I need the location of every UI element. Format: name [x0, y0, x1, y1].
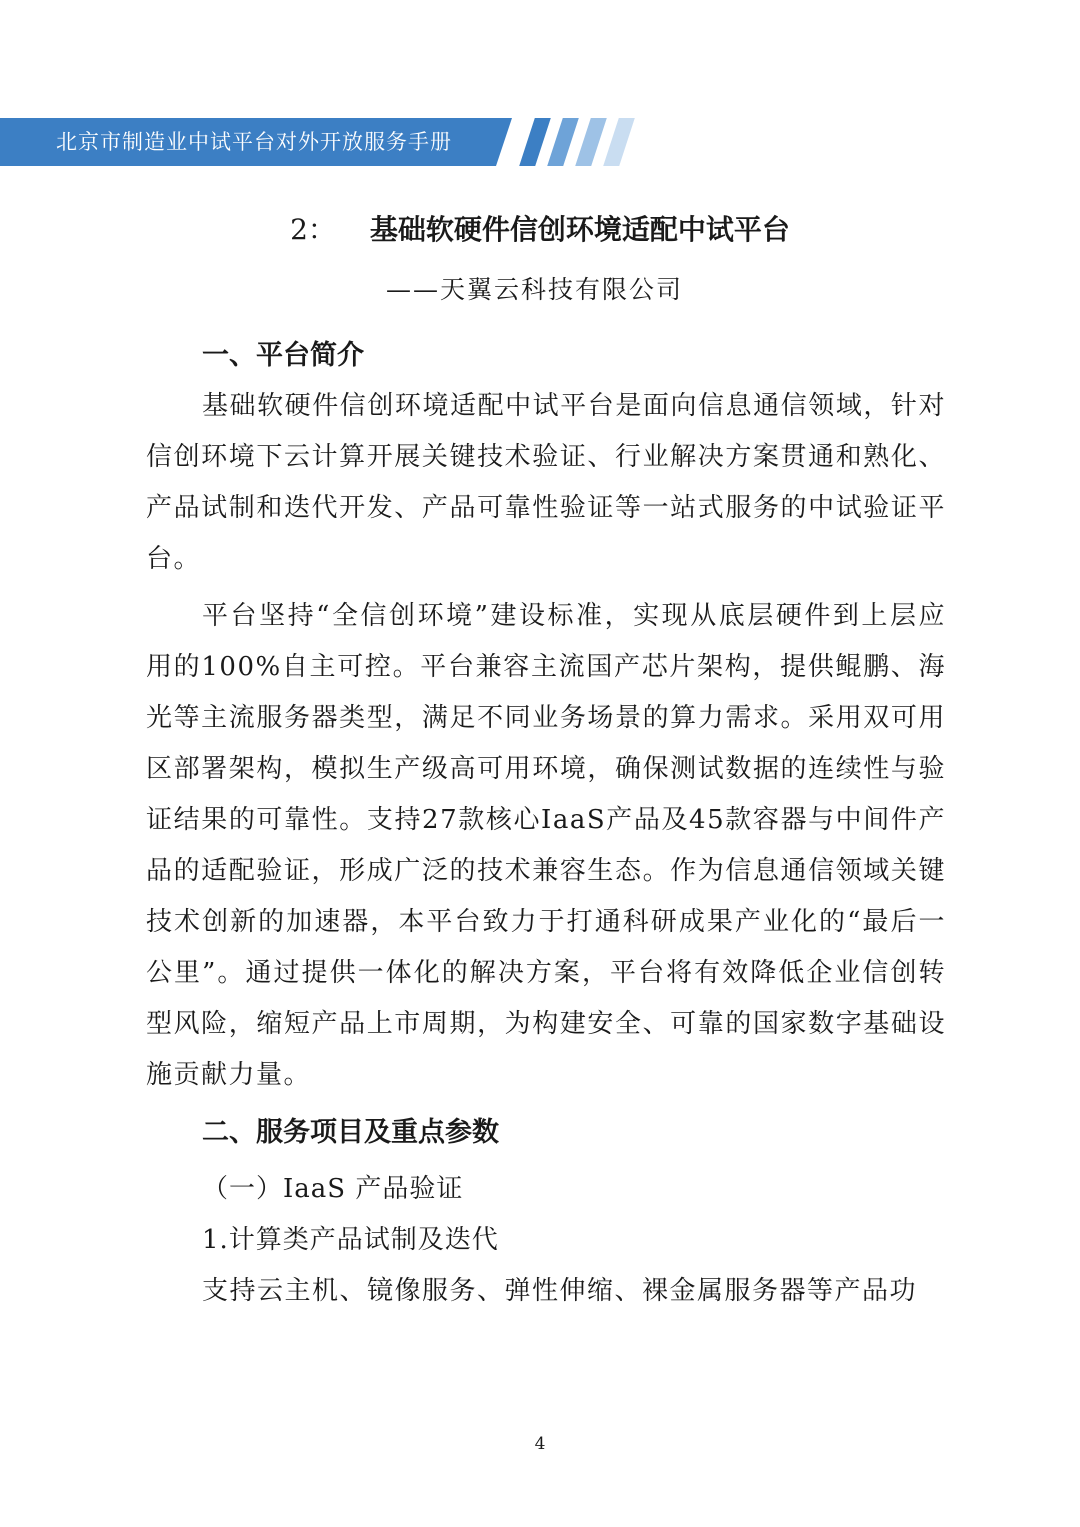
part1-heading: 一、平台简介	[202, 340, 364, 371]
decorative-stripe	[547, 118, 579, 166]
section-heading	[0, 208, 1080, 248]
paragraph: 平台坚持“全信创环境”建设标准，实现从底层硬件到上层应用的100%自主可控。平台兼容主流国产芯片架构，提供鲲鹏、海光等主流服务器类型，满足不同业务场景的算力需求。采用双可用区部署架构，模拟生产级高可用环境，确保测试数据的连续性与验证结果的可靠性。支持27款核心IaaS产品及45款容器与中间件产品的适配验证，形成广泛的技术兼容生态。作为信息通信领域关键技术创新的加速器，本平台致力于打通科研成果产业化的“最后一公里”。通过提供一体化的解决方案，平台将有效降低企业信创转型风险，缩短产品上市周期，为构建安全、可靠的国家数字基础设施贡献力量。	[146, 601, 946, 1090]
header-title: 北京市制造业中试平台对外开放服务手册	[56, 130, 452, 154]
decorative-stripe	[603, 118, 635, 166]
decorative-stripe	[575, 118, 607, 166]
paragraph: 支持云主机、镜像服务、弹性伸缩、裸金属服务器等产品功	[202, 1276, 918, 1306]
decorative-stripe	[519, 118, 551, 166]
subheading: （一）IaaS 产品验证	[202, 1174, 464, 1204]
section-title: 基础软硬件信创环境适配中试平台	[369, 213, 790, 246]
page-number: 4	[534, 1434, 546, 1454]
company-name: ——天翼云科技有限公司	[386, 275, 684, 304]
section-number: 2：	[290, 213, 336, 246]
header-banner	[0, 118, 640, 166]
item-title: 1.计算类产品试制及迭代	[202, 1225, 499, 1255]
part2-heading: 二、服务项目及重点参数	[202, 1117, 499, 1148]
document-body	[146, 330, 946, 1317]
paragraph: 基础软硬件信创环境适配中试平台是面向信息通信领域，针对信创环境下云计算开展关键技术验证、行业解决方案贯通和熟化、产品试制和迭代开发、产品可靠性验证等一站式服务的中试验证平台。	[146, 391, 946, 574]
